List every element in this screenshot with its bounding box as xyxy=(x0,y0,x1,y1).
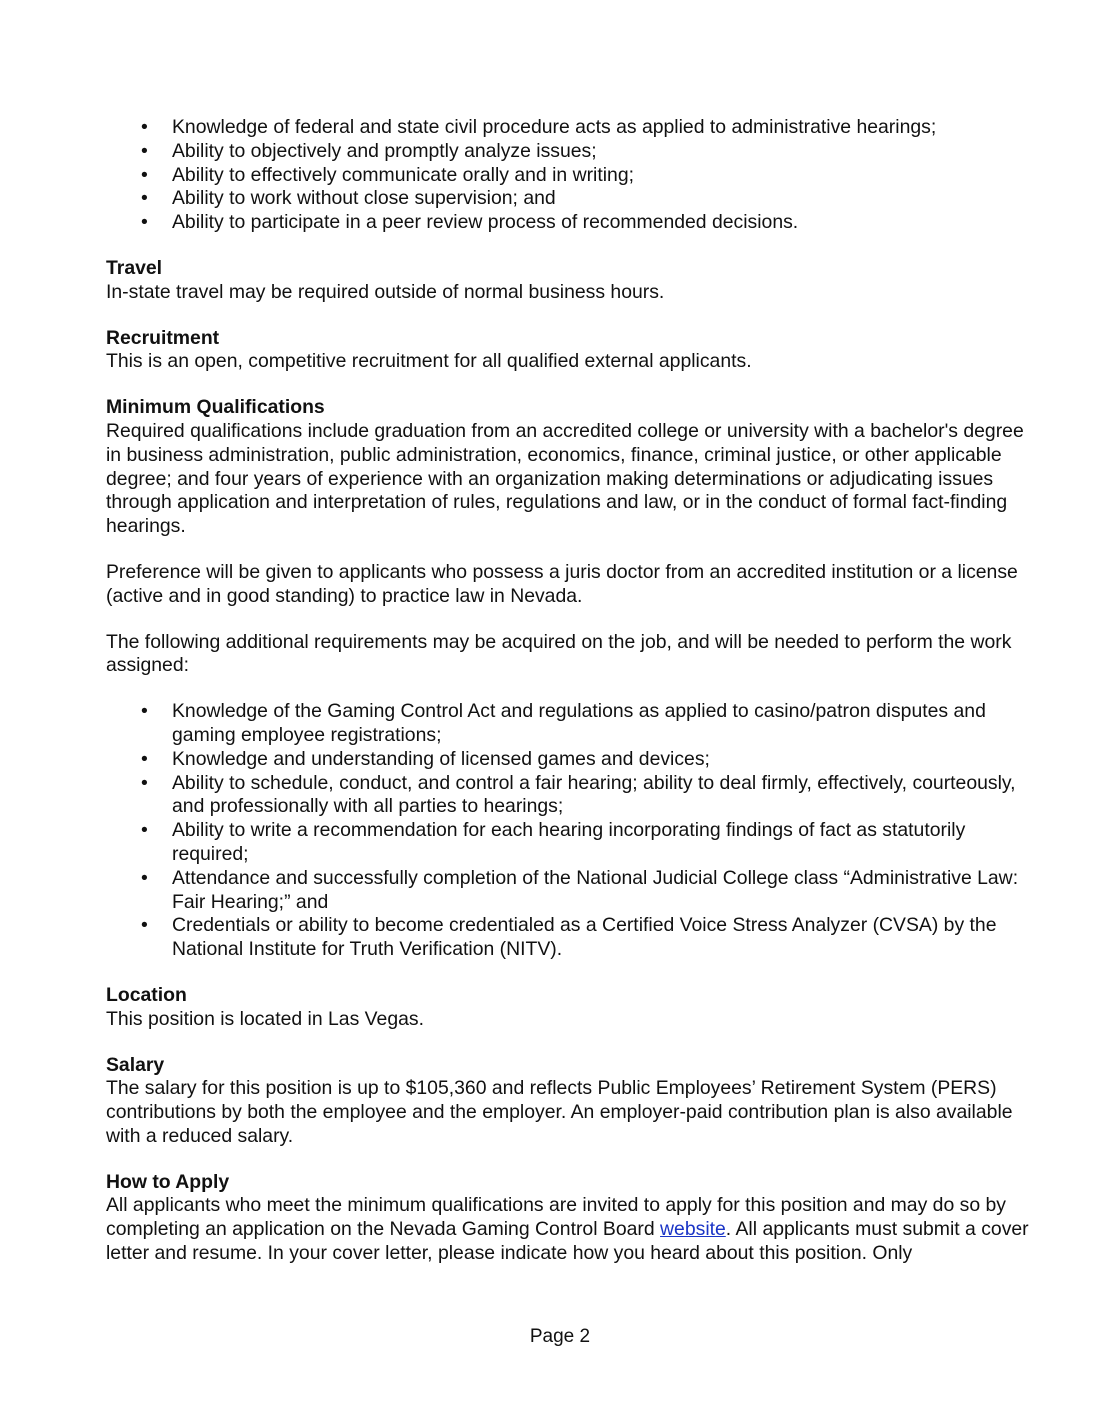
document-body xyxy=(106,116,1036,1266)
apply-text-before: All applicants who meet the minimum qualifications are invited to apply for this position and may do so by completing an application on the Nevada Gaming Control Board xyxy=(106,1194,1006,1241)
how-to-apply-text xyxy=(106,1194,1036,1265)
min-qual-paragraph: Required qualifications include graduation from an accredited college or university with a bachelor's degree in business administration, public administration, economics, finance, criminal justice, or other applicable degree; and four years of experience with an organization making determinations or adjudicating issues through application and interpretation of rules, regulations and law, or in the conduct of formal fact-finding hearings. xyxy=(106,419,1024,538)
recruitment-text: This is an open, competitive recruitment for all qualified external applicants. xyxy=(106,350,752,373)
list-item: • Knowledge and understanding of licensed games and devices; xyxy=(106,748,1036,772)
list-item: • Ability to schedule, conduct, and control a fair hearing; ability to deal firmly, effectively, courteously, and professionally with all parties to hearings; xyxy=(106,772,1036,820)
preference-paragraph: Preference will be given to applicants who possess a juris doctor from an accredited institution or a license (active and in good standing) to practice law in Nevada. xyxy=(106,560,1018,607)
list-item: • Knowledge of federal and state civil procedure acts as applied to administrative hearings; xyxy=(106,116,1036,140)
apply-text-after: . All applicants must submit a cover letter and resume. In your cover letter, please indicate how you heard about this position. Only xyxy=(106,1218,1029,1265)
location-heading: Location xyxy=(106,983,187,1006)
additional-req-paragraph: The following additional requirements may be acquired on the job, and will be needed to perform the work assigned: xyxy=(106,630,1012,677)
min-qual-heading: Minimum Qualifications xyxy=(106,396,325,419)
intro-bullet-list xyxy=(106,116,1036,235)
website-link[interactable]: website xyxy=(660,1218,726,1241)
list-item: • Credentials or ability to become credentialed as a Certified Voice Stress Analyzer (CVSA) by the National Institute for Truth Verification (NITV). xyxy=(106,914,1036,962)
list-item: • Knowledge of the Gaming Control Act and regulations as applied to casino/patron disputes and gaming employee registrations; xyxy=(106,700,1036,748)
how-to-apply-heading: How to Apply xyxy=(106,1170,230,1193)
list-item: • Ability to objectively and promptly analyze issues; xyxy=(106,140,1036,164)
travel-text: In-state travel may be required outside of normal business hours. xyxy=(106,280,665,303)
page-number: Page 2 xyxy=(529,1326,591,1347)
list-item: • Attendance and successfully completion of the National Judicial College class “Administrative Law: Fair Hearing;” and xyxy=(106,867,1036,915)
list-item: • Ability to work without close supervision; and xyxy=(106,187,1036,211)
salary-text: The salary for this position is up to $105,360 and reflects Public Employees’ Retirement System (PERS) contributions by both the employee and the employer. An employer-paid contribution plan is also available with a reduced salary. xyxy=(106,1077,1013,1147)
travel-heading: Travel xyxy=(106,256,163,279)
additional-bullet-list xyxy=(106,700,1036,962)
recruitment-heading: Recruitment xyxy=(106,326,220,349)
salary-heading: Salary xyxy=(106,1053,165,1076)
list-item: • Ability to participate in a peer review process of recommended decisions. xyxy=(106,211,1036,235)
list-item: • Ability to effectively communicate orally and in writing; xyxy=(106,164,1036,188)
list-item: • Ability to write a recommendation for each hearing incorporating findings of fact as statutorily required; xyxy=(106,819,1036,867)
location-text: This position is located in Las Vegas. xyxy=(106,1007,424,1030)
